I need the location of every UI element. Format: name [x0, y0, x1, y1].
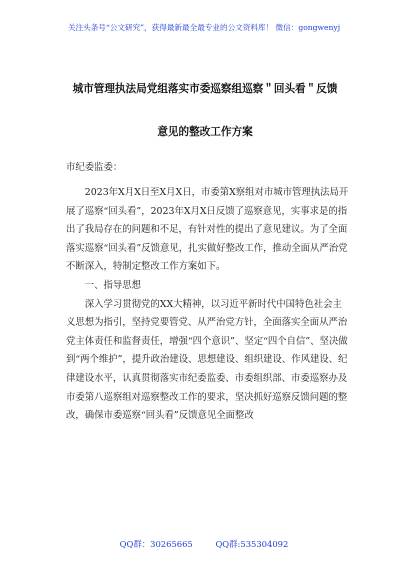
footer-qq-group-1: QQ群：30265665 [119, 539, 193, 549]
footer-contact [0, 538, 408, 550]
header-promo-note: 关注头条号“公文研究”，获得最新最全最专业的公文资料库！ 微信：gongwenyj [67, 23, 341, 32]
salutation: 市纪委监委： [66, 162, 123, 173]
paragraph-guiding-thought: 深入学习贯彻党的XX大精神，以习近平新时代中国特色社会主义思想为指引，坚持党要管党、从严治党方针，全面落实全面从严治党主体责任和监督责任，增强“四个意识”、坚定“四个自信”、坚决做到“两个维护”，提升政治建设、思想建设、组织建设、作风建设、纪律建设水平，认真贯彻落实市纪委监委、市委组织部、市委巡察办及市委第八巡察组对巡察整改工作的要求，坚决抓好巡察反馈问题的整改，确保市委巡察“回头看”反馈意见全面整改 [66, 298, 348, 422]
footer-qq-group-2: QQ群:535304092 [215, 539, 289, 549]
paragraph-inspection-background: 2023年X月X日至X月X日，市委第X察组对市城市管理执法局开展了巡察“回头看”，2023年X月X日反馈了巡察意见，实事求是的指出了我局存在的问题和不足，有针对性的提出了意见建议。为了全面落实巡察“回头看”反馈意见，扎实做好整改工作，推动全面从严治党不断深入，特制定整改工作方案如下。 [66, 187, 349, 273]
section-heading-guiding-thought: 一、指导思想 [84, 279, 142, 291]
document-title-line-2: 意见的整改工作方案 [157, 126, 253, 138]
document-body [66, 184, 350, 426]
document-title-line-1: 城市管理执法局党组落实市委巡察组巡察＂回头看＂反馈 [72, 83, 338, 95]
